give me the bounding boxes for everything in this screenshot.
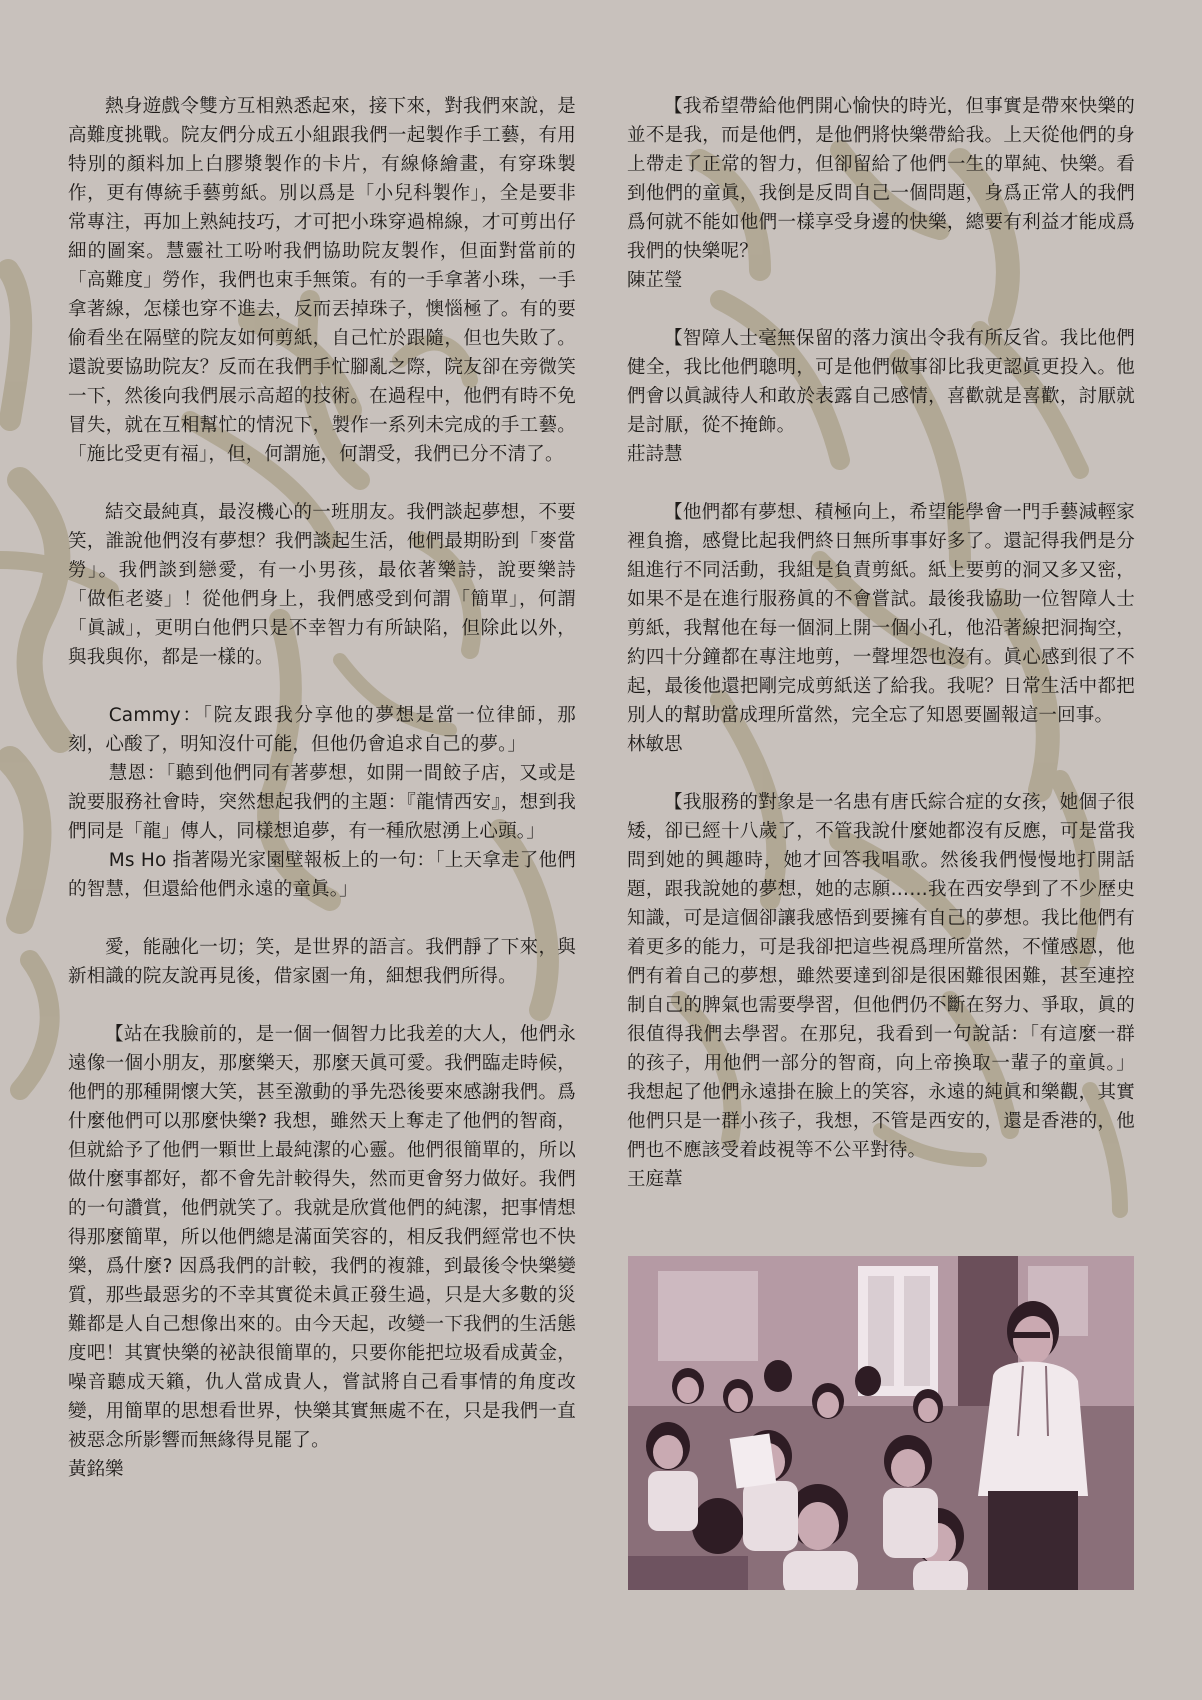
author-name: 陳芷瑩: [627, 270, 683, 291]
classroom-photo: [628, 1256, 1134, 1590]
paragraph: 結交最純真，最沒機心的一班朋友。我們談起夢想，不要笑，誰說他們沒有夢想？我們談起生活，他們最期盼到「麥當勞」。我們談到戀愛，有一小男孩，最依著樂詩，說要樂詩「做佢老婆」！從他們身上，我們感受到何謂「簡單」，何謂「眞誠」，更明白他們只是不幸智力有所缺陷，但除此以外，與我與你，都是一樣的。: [68, 502, 576, 668]
reflection-paragraph: 【我服務的對象是一名患有唐氏綜合症的女孩，她個子很矮，卻已經十八歲了，不管我說什麼她都沒有反應，可是當我問到她的興趣時，她才回答我唱歌。然後我們慢慢地打開話題，跟我說她的夢想，她的志願……我在西安學到了不少歷史知識，可是這個卻讓我感悟到要擁有自己的夢想。我比他們有着更多的能力，可是我卻把這些視爲理所當然，不懂感恩，他們有着自己的夢想，雖然要達到卻是很困難很困難，甚至連控制自己的脾氣也需要學習，但他們仍不斷在努力、爭取，眞的很值得我們去學習。在那兒，我看到一句說話：「有這麼一群的孩子，用他們一部分的智商，向上帝換取一輩子的童眞。」我想起了他們永遠掛在臉上的笑容，永遠的純眞和樂觀，其實他們只是一群小孩子，我想，不管是西安的，還是香港的，他們也不應該受着歧視等不公平對待。: [627, 792, 1135, 1161]
reflection-paragraph: 【站在我臉前的，是一個一個智力比我差的大人，他們永遠像一個小朋友，那麼樂天，那麼天眞可愛。我們臨走時候，他們的那種開懷大笑，甚至激動的爭先恐後要來感謝我們。爲什麼他們可以那麼快樂? 我想，雖然天上奪走了他們的智商，但就給予了他們一顆世上最純潔的心靈。他們很簡單的，所以做什麼事都好，都不會先計較得失，然而更會努力做好。我們的一句讚賞，他們就笑了。我就是欣賞他們的純潔，把事情想得那麼簡單，所以他們總是滿面笑容的，相反我們經常也不快樂，爲什麼? 因爲我們的計較，我們的複雜，到最後令快樂變質，那些最惡劣的不幸其實從未眞正發生過，只是大多數的災難都是人自己想像出來的。由今天起，改變一下我們的生活態度吧！其實快樂的祕訣很簡單的，只要你能把垃圾看成黃金，噪音聽成天籟，仇人當成貴人，嘗試將自己看事情的角度改變，用簡單的思想看世界，快樂其實無處不在，只是我們一直被惡念所影響而無緣得見罷了。: [68, 1024, 576, 1451]
reflection-paragraph: 【他們都有夢想、積極向上，希望能學會一門手藝減輕家裡負擔，感覺比起我們終日無所事事好多了。還記得我們是分組進行不同活動，我組是負責剪紙。紙上要剪的洞又多又密，如果不是在進行服務眞的不會嘗試。最後我協助一位智障人士剪紙，我幫他在每一個洞上開一個小孔，他沿著線把洞掏空，約四十分鐘都在專注地剪，一聲埋怨也沒有。眞心感到很了不起，最後他還把剛完成剪紙送了給我。我呢？日常生活中都把別人的幫助當成理所當然，完全忘了知恩要圖報這一回事。: [627, 502, 1135, 726]
left-column: [68, 92, 576, 1484]
reflection-paragraph: 【智障人士毫無保留的落力演出令我有所反省。我比他們健全，我比他們聰明，可是他們做事卻比我更認眞更投入。他們會以眞誠待人和敢於表露自己感情，喜歡就是喜歡，討厭就是討厭，從不掩飾。: [627, 328, 1135, 436]
quote-ms-ho: Ms Ho 指著陽光家園壁報板上的一句：「上天拿走了他們的智慧，但還給他們永遠的童眞。」: [68, 850, 576, 900]
author-name: 黃銘樂: [68, 1459, 124, 1480]
author-name: 林敏思: [627, 734, 683, 755]
paragraph: 熱身遊戲令雙方互相熟悉起來，接下來，對我們來說，是高難度挑戰。院友們分成五小組跟我們一起製作手工藝，有用特別的顏料加上白膠漿製作的卡片，有線條繪畫，有穿珠製作，更有傳統手藝剪紙。別以爲是「小兒科製作」，全是要非常專注，再加上熟純技巧，才可把小珠穿過棉線，才可剪出仔細的圖案。慧靈社工吩咐我們協助院友製作，但面對當前的「高難度」勞作，我們也束手無策。有的一手拿著小珠，一手拿著線，怎樣也穿不進去，反而丟掉珠子，懊惱極了。有的要偷看坐在隔壁的院友如何剪紙，自己忙於跟隨，但也失敗了。還說要協助院友？反而在我們手忙腳亂之際，院友卻在旁微笑一下，然後向我們展示高超的技術。在過程中，他們有時不免冒失，就在互相幫忙的情況下，製作一系列未完成的手工藝。「施比受更有福」，但，何謂施，何謂受，我們已分不清了。: [68, 96, 576, 465]
author-name: 王庭葦: [627, 1169, 683, 1190]
quote-cammy: Cammy：「院友跟我分享他的夢想是當一位律師，那刻，心酸了，明知沒什可能，但他仍會追求自己的夢。」: [68, 705, 576, 755]
author-name: 莊詩慧: [627, 444, 683, 465]
right-column: [627, 92, 1135, 1194]
reflection-paragraph: 【我希望帶給他們開心愉快的時光，但事實是帶來快樂的並不是我，而是他們，是他們將快樂帶給我。上天從他們的身上帶走了正常的智力，但卻留給了他們一生的單純、快樂。看到他們的童眞，我倒是反問自己一個問題，身爲正常人的我們爲何就不能如他們一樣享受身邊的快樂，總要有利益才能成爲我們的快樂呢？: [627, 96, 1135, 262]
paragraph: 愛，能融化一切；笑，是世界的語言。我們靜了下來，與新相識的院友說再見後，借家園一角，細想我們所得。: [68, 937, 576, 987]
quote-hui-yan: 慧恩：「聽到他們同有著夢想，如開一間餃子店，又或是說要服務社會時，突然想起我們的主題：『龍情西安』，想到我們同是「龍」傳人，同樣想追夢，有一種欣慰湧上心頭。」: [68, 763, 576, 842]
